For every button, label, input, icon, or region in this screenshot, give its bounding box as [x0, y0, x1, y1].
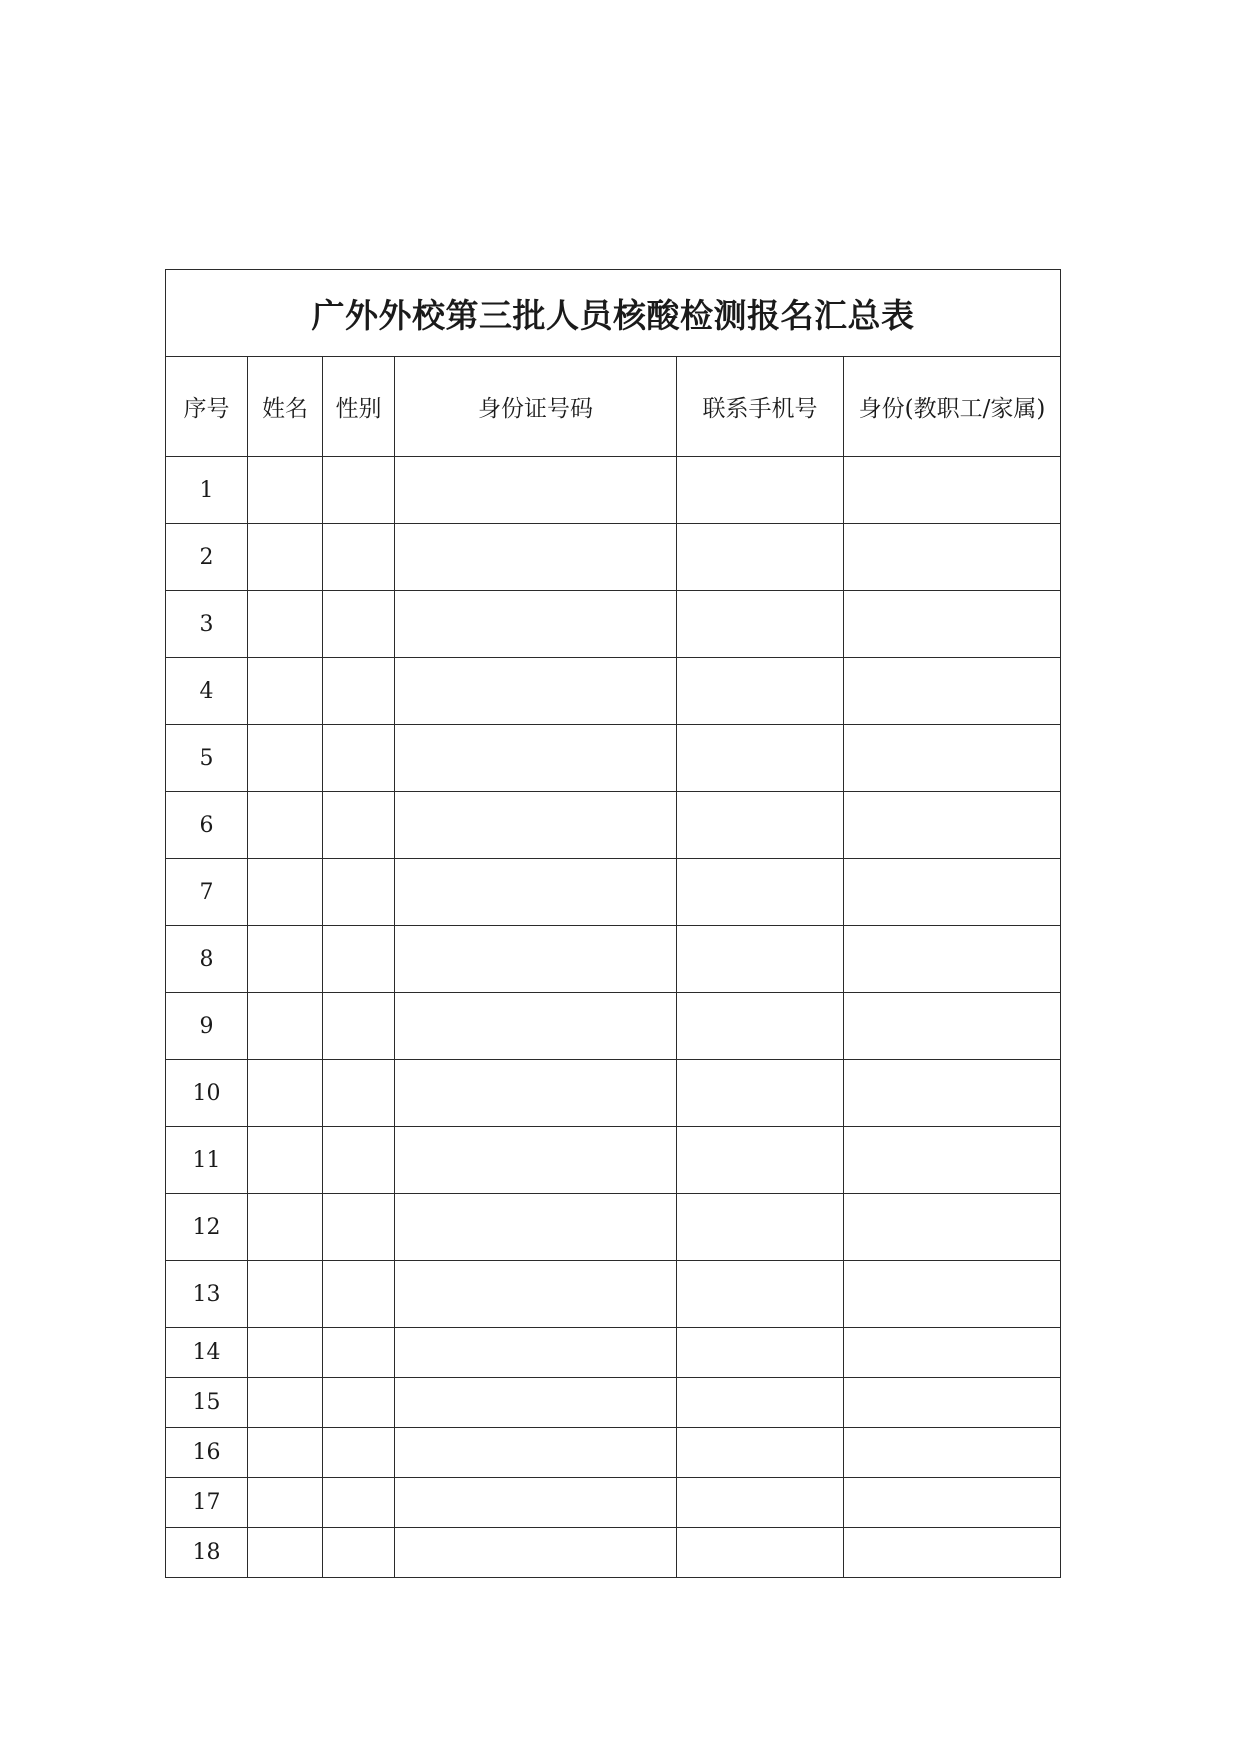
table-row: [166, 926, 1061, 993]
phone-cell[interactable]: [677, 1378, 844, 1428]
header-row: [166, 357, 1061, 457]
row-index: 3: [166, 591, 248, 658]
id-number-cell[interactable]: [395, 457, 677, 524]
row-index: 15: [166, 1378, 248, 1428]
row-index: 2: [166, 524, 248, 591]
id-number-cell[interactable]: [395, 591, 677, 658]
row-index: 12: [166, 1194, 248, 1261]
gender-cell[interactable]: [323, 1428, 395, 1478]
identity-cell[interactable]: [844, 658, 1061, 725]
id-number-cell[interactable]: [395, 1261, 677, 1328]
gender-cell[interactable]: [323, 993, 395, 1060]
name-cell[interactable]: [248, 591, 323, 658]
name-cell[interactable]: [248, 1378, 323, 1428]
name-cell[interactable]: [248, 859, 323, 926]
gender-cell[interactable]: [323, 1478, 395, 1528]
identity-cell[interactable]: [844, 926, 1061, 993]
phone-cell[interactable]: [677, 658, 844, 725]
id-number-cell[interactable]: [395, 725, 677, 792]
table-row: [166, 792, 1061, 859]
row-index: 13: [166, 1261, 248, 1328]
gender-cell[interactable]: [323, 725, 395, 792]
id-number-cell[interactable]: [395, 993, 677, 1060]
table-row: [166, 993, 1061, 1060]
phone-cell[interactable]: [677, 1060, 844, 1127]
table-row: [166, 658, 1061, 725]
id-number-cell[interactable]: [395, 1428, 677, 1478]
gender-cell[interactable]: [323, 524, 395, 591]
identity-cell[interactable]: [844, 1328, 1061, 1378]
registration-table: [165, 269, 1061, 1578]
row-index: 1: [166, 457, 248, 524]
id-number-cell[interactable]: [395, 1194, 677, 1261]
row-index: 11: [166, 1127, 248, 1194]
name-cell[interactable]: [248, 725, 323, 792]
gender-cell[interactable]: [323, 1127, 395, 1194]
table-row: [166, 524, 1061, 591]
table-row: [166, 1328, 1061, 1378]
name-cell[interactable]: [248, 1060, 323, 1127]
row-index: 5: [166, 725, 248, 792]
gender-cell[interactable]: [323, 1528, 395, 1578]
header-id-number: 身份证号码: [395, 357, 677, 457]
phone-cell[interactable]: [677, 1127, 844, 1194]
identity-cell[interactable]: [844, 993, 1061, 1060]
gender-cell[interactable]: [323, 792, 395, 859]
name-cell[interactable]: [248, 457, 323, 524]
phone-cell[interactable]: [677, 1528, 844, 1578]
row-index: 18: [166, 1528, 248, 1578]
header-gender: 性别: [323, 357, 395, 457]
row-index: 8: [166, 926, 248, 993]
identity-cell[interactable]: [844, 1528, 1061, 1578]
gender-cell[interactable]: [323, 1194, 395, 1261]
id-number-cell[interactable]: [395, 1478, 677, 1528]
id-number-cell[interactable]: [395, 1127, 677, 1194]
identity-cell[interactable]: [844, 792, 1061, 859]
name-cell[interactable]: [248, 1328, 323, 1378]
header-identity: 身份(教职工/家属): [844, 357, 1061, 457]
name-cell[interactable]: [248, 1428, 323, 1478]
header-index: 序号: [166, 357, 248, 457]
id-number-cell[interactable]: [395, 524, 677, 591]
name-cell[interactable]: [248, 792, 323, 859]
identity-cell[interactable]: [844, 1261, 1061, 1328]
gender-cell[interactable]: [323, 658, 395, 725]
table-row: [166, 1194, 1061, 1261]
identity-cell[interactable]: [844, 591, 1061, 658]
phone-cell[interactable]: [677, 591, 844, 658]
name-cell[interactable]: [248, 524, 323, 591]
document-title: 广外外校第三批人员核酸检测报名汇总表: [166, 270, 1061, 357]
table-row: [166, 1060, 1061, 1127]
phone-cell[interactable]: [677, 1478, 844, 1528]
phone-cell[interactable]: [677, 1194, 844, 1261]
identity-cell[interactable]: [844, 1428, 1061, 1478]
identity-cell[interactable]: [844, 1378, 1061, 1428]
identity-cell[interactable]: [844, 1127, 1061, 1194]
row-index: 16: [166, 1428, 248, 1478]
header-name: 姓名: [248, 357, 323, 457]
name-cell[interactable]: [248, 1127, 323, 1194]
row-index: 4: [166, 658, 248, 725]
gender-cell[interactable]: [323, 859, 395, 926]
name-cell[interactable]: [248, 993, 323, 1060]
name-cell[interactable]: [248, 1261, 323, 1328]
table-row: [166, 591, 1061, 658]
id-number-cell[interactable]: [395, 926, 677, 993]
row-index: 17: [166, 1478, 248, 1528]
gender-cell[interactable]: [323, 1060, 395, 1127]
row-index: 14: [166, 1328, 248, 1378]
table-row: [166, 1528, 1061, 1578]
table-row: [166, 1478, 1061, 1528]
phone-cell[interactable]: [677, 993, 844, 1060]
header-phone: 联系手机号: [677, 357, 844, 457]
id-number-cell[interactable]: [395, 792, 677, 859]
identity-cell[interactable]: [844, 457, 1061, 524]
id-number-cell[interactable]: [395, 1528, 677, 1578]
row-index: 6: [166, 792, 248, 859]
registration-sheet: [165, 269, 1060, 1578]
table-row: [166, 1261, 1061, 1328]
gender-cell[interactable]: [323, 591, 395, 658]
gender-cell[interactable]: [323, 457, 395, 524]
phone-cell[interactable]: [677, 1261, 844, 1328]
table-row: [166, 725, 1061, 792]
phone-cell[interactable]: [677, 926, 844, 993]
phone-cell[interactable]: [677, 792, 844, 859]
name-cell[interactable]: [248, 1528, 323, 1578]
table-row: [166, 1428, 1061, 1478]
identity-cell[interactable]: [844, 1060, 1061, 1127]
name-cell[interactable]: [248, 1194, 323, 1261]
row-index: 9: [166, 993, 248, 1060]
gender-cell[interactable]: [323, 926, 395, 993]
table-row: [166, 457, 1061, 524]
gender-cell[interactable]: [323, 1378, 395, 1428]
name-cell[interactable]: [248, 1478, 323, 1528]
gender-cell[interactable]: [323, 1261, 395, 1328]
phone-cell[interactable]: [677, 524, 844, 591]
phone-cell[interactable]: [677, 725, 844, 792]
name-cell[interactable]: [248, 658, 323, 725]
table-row: [166, 1378, 1061, 1428]
id-number-cell[interactable]: [395, 1328, 677, 1378]
title-row: [166, 270, 1061, 357]
table-row: [166, 1127, 1061, 1194]
id-number-cell[interactable]: [395, 1378, 677, 1428]
identity-cell[interactable]: [844, 859, 1061, 926]
identity-cell[interactable]: [844, 1478, 1061, 1528]
id-number-cell[interactable]: [395, 1060, 677, 1127]
phone-cell[interactable]: [677, 1328, 844, 1378]
phone-cell[interactable]: [677, 1428, 844, 1478]
id-number-cell[interactable]: [395, 859, 677, 926]
identity-cell[interactable]: [844, 1194, 1061, 1261]
phone-cell[interactable]: [677, 859, 844, 926]
phone-cell[interactable]: [677, 457, 844, 524]
identity-cell[interactable]: [844, 524, 1061, 591]
table-row: [166, 859, 1061, 926]
identity-cell[interactable]: [844, 725, 1061, 792]
row-index: 10: [166, 1060, 248, 1127]
row-index: 7: [166, 859, 248, 926]
name-cell[interactable]: [248, 926, 323, 993]
gender-cell[interactable]: [323, 1328, 395, 1378]
id-number-cell[interactable]: [395, 658, 677, 725]
